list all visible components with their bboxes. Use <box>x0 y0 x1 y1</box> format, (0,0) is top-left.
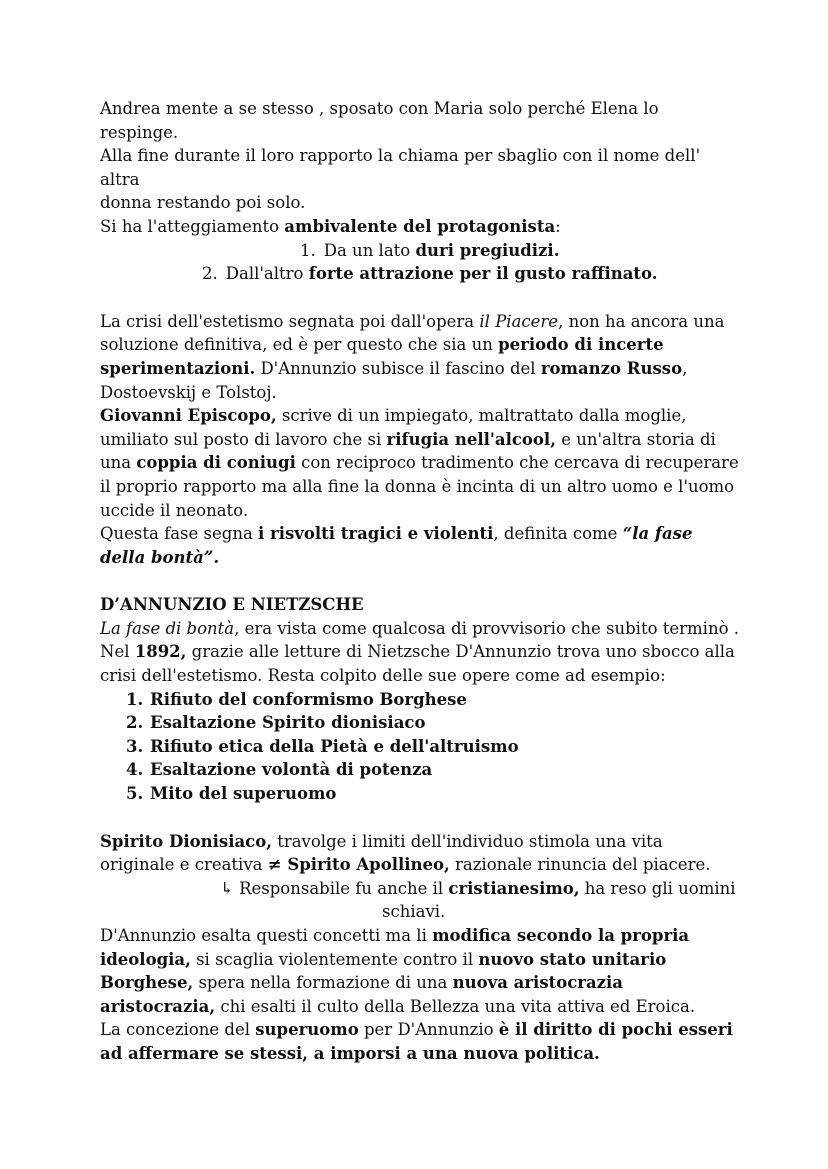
paragraph-superuomo: La concezione del superuomo per D'Annunzio è il diritto di pochi esseri ad affermare se stessi, a imporsi a una nuova politica. <box>100 1020 733 1063</box>
paragraph-andrea: Andrea mente a se stesso , sposato con Maria solo perché Elena lo respinge. Alla fine durante il loro rapporto la chiama per sbaglio con il nome dell' altra donna restando poi solo. Si ha l'atteggiamento ambivalente del protagonista: <box>100 99 701 236</box>
list-item: 1. Rifiuto del conformismo Borghese <box>126 689 467 709</box>
list-item: 2. Esaltazione Spirito dionisiaco <box>126 713 426 733</box>
paragraph-crisi-estetismo: La crisi dell'estetismo segnata poi dall'opera il Piacere, non ha ancora una soluzione definitiva, ed è per questo che sia un periodo di incerte sperimentazioni. D'Annunzio subisce il fascino del romanzo Russo, Dostoevskij e Tolstoj. <box>100 311 725 402</box>
ambivalence-list <box>100 239 740 286</box>
paragraph-spirito-dionisiaco: Spirito Dionisiaco, travolge i limiti dell'individuo stimola una vita originale e creativa ≠ Spirito Apollineo, razionale rinuncia del piacere. <box>100 831 711 875</box>
document-body <box>100 97 740 1066</box>
paragraph-dannunzio-esalta: D'Annunzio esalta questi concetti ma li modifica secondo la propria ideologia, si scaglia violentemente contro il nuovo stato unitario Borghese, spera nella formazione di una nuova aristocrazia aristocrazia, chi esalti il culto della Bellezza una vita attiva ed Eroica. <box>100 926 696 1016</box>
list-item: 5. Mito del superuomo <box>126 784 337 804</box>
nietzsche-concepts-list <box>100 688 740 806</box>
arrow-note-continuation: schiavi. <box>382 902 446 922</box>
list-item: 1. Da un lato duri pregiudizi. <box>300 240 560 260</box>
arrow-note: ↳ Responsabile fu anche il cristianesimo, ha reso gli uomini <box>220 878 736 898</box>
arrow-icon: ↳ <box>220 878 234 898</box>
list-item: 3. Rifiuto etica della Pietà e dell'altruismo <box>126 736 519 756</box>
paragraph-nietzsche-intro: La fase di bontà, era vista come qualcosa di provvisorio che subito terminò . Nel 1892, grazie alle letture di Nietzsche D'Annunzio trova uno sbocco alla crisi dell'estetismo. Resta colpito delle sue opere come ad esempio: <box>100 618 740 686</box>
paragraph-giovanni-episcopo: Giovanni Episcopo, scrive di un impiegato, maltrattato dalla moglie, umiliato sul posto di lavoro che si rifugia nell'alcool, e un'altra storia di una coppia di coniugi con reciproco tradimento che cercava di recuperare il proprio rapporto ma alla fine la donna è incinta di un altro uomo e l'uomo uccide il neonato. <box>100 406 739 520</box>
paragraph-fase-bonta: Questa fase segna i risvolti tragici e violenti, definita come “la fase della bontà”. <box>100 524 693 567</box>
section-heading: D’ANNUNZIO E NIETZSCHE <box>100 595 364 615</box>
list-item: 4. Esaltazione volontà di potenza <box>126 760 433 780</box>
list-item: 2. Dall'altro forte attrazione per il gusto raffinato. <box>202 264 658 284</box>
